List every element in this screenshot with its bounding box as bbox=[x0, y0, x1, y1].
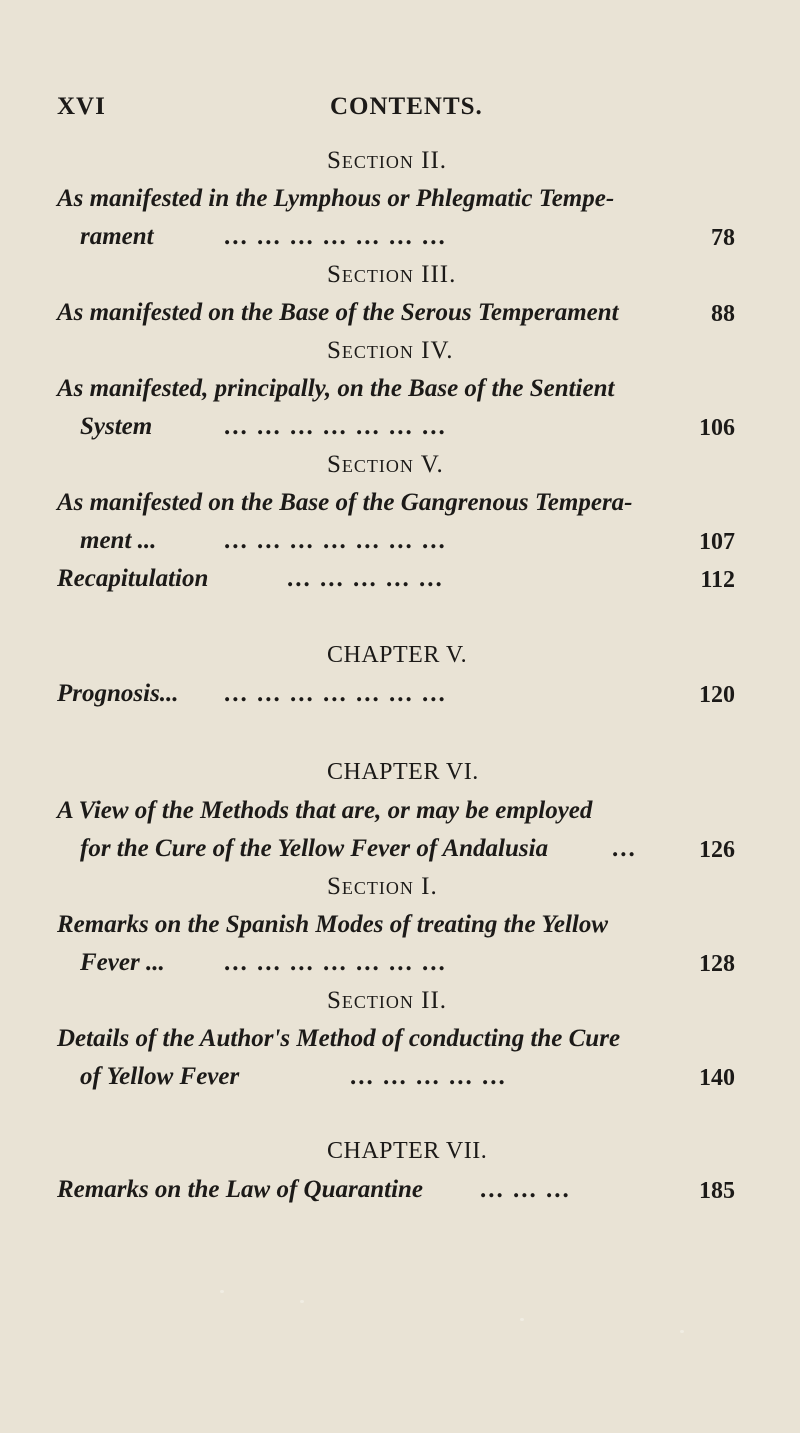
page-number: 112 bbox=[700, 567, 735, 593]
page-number: 185 bbox=[699, 1178, 735, 1204]
page-number: 106 bbox=[699, 415, 735, 441]
toc-entry-text: As manifested on the Base of the Gangrenous Tempera- bbox=[57, 489, 633, 516]
section-heading: Section III. bbox=[327, 261, 457, 288]
toc-entry-text: Recapitulation bbox=[57, 565, 209, 592]
toc-entry-text: ment ... bbox=[80, 527, 157, 554]
section-heading: Section I. bbox=[327, 873, 438, 900]
page-number: 78 bbox=[711, 225, 735, 251]
section-heading: Section II. bbox=[327, 987, 448, 1014]
toc-entry-text: A View of the Methods that are, or may be employed bbox=[57, 797, 593, 824]
chapter-heading: CHAPTER V. bbox=[327, 642, 468, 668]
toc-entry-text: for the Cure of the Yellow Fever of Andalusia bbox=[80, 835, 549, 862]
chapter-heading: CHAPTER VI. bbox=[327, 759, 479, 785]
page-number: 126 bbox=[699, 837, 735, 863]
chapter-heading: CHAPTER VII. bbox=[327, 1138, 488, 1164]
toc-entry-text: As manifested in the Lymphous or Phlegmatic Tempe- bbox=[57, 185, 615, 212]
toc-entry-text: rament bbox=[80, 223, 154, 250]
toc-entry-text: As manifested, principally, on the Base of the Sentient bbox=[57, 375, 615, 402]
dot-leader: ... ... ... ... ... ... ... bbox=[224, 949, 447, 976]
dot-leader: ... ... ... ... ... ... ... bbox=[224, 223, 447, 250]
dot-leader: ... ... ... ... ... ... ... bbox=[224, 413, 447, 440]
page-number: 128 bbox=[699, 951, 735, 977]
section-heading: Section V. bbox=[327, 451, 444, 478]
page-number: 120 bbox=[699, 682, 735, 708]
section-heading: Section II. bbox=[327, 147, 448, 174]
toc-entry-text: System bbox=[80, 413, 153, 440]
paper-speck bbox=[220, 1290, 224, 1293]
dot-leader: ... ... ... ... ... ... ... bbox=[224, 527, 447, 554]
section-heading: Section IV. bbox=[327, 337, 454, 364]
toc-entry-text: Remarks on the Law of Quarantine bbox=[57, 1176, 424, 1203]
paper-speck bbox=[680, 1330, 684, 1333]
page-number: 88 bbox=[711, 301, 735, 327]
dot-leader: ... ... ... ... ... bbox=[287, 565, 444, 592]
page-number: 107 bbox=[699, 529, 735, 555]
dot-leader: ... ... ... bbox=[480, 1176, 571, 1203]
running-title: CONTENTS. bbox=[330, 93, 483, 120]
dot-leader: ... bbox=[612, 835, 637, 862]
dot-leader: ... ... ... ... ... ... ... bbox=[224, 680, 447, 707]
page-number: 140 bbox=[699, 1065, 735, 1091]
toc-entry-text: Remarks on the Spanish Modes of treating the Yellow bbox=[57, 911, 609, 938]
toc-entry-text: As manifested on the Base of the Serous Temperament bbox=[57, 299, 619, 326]
page-folio: XVI bbox=[57, 93, 106, 120]
toc-entry-text: Prognosis... bbox=[57, 680, 179, 707]
toc-entry-text: Details of the Author's Method of conducting the Cure bbox=[57, 1025, 621, 1052]
toc-entry-text: Fever ... bbox=[80, 949, 165, 976]
toc-entry-text: of Yellow Fever bbox=[80, 1063, 240, 1090]
dot-leader: ... ... ... ... ... bbox=[350, 1063, 507, 1090]
paper-speck bbox=[300, 1300, 304, 1303]
paper-speck bbox=[520, 1318, 524, 1321]
